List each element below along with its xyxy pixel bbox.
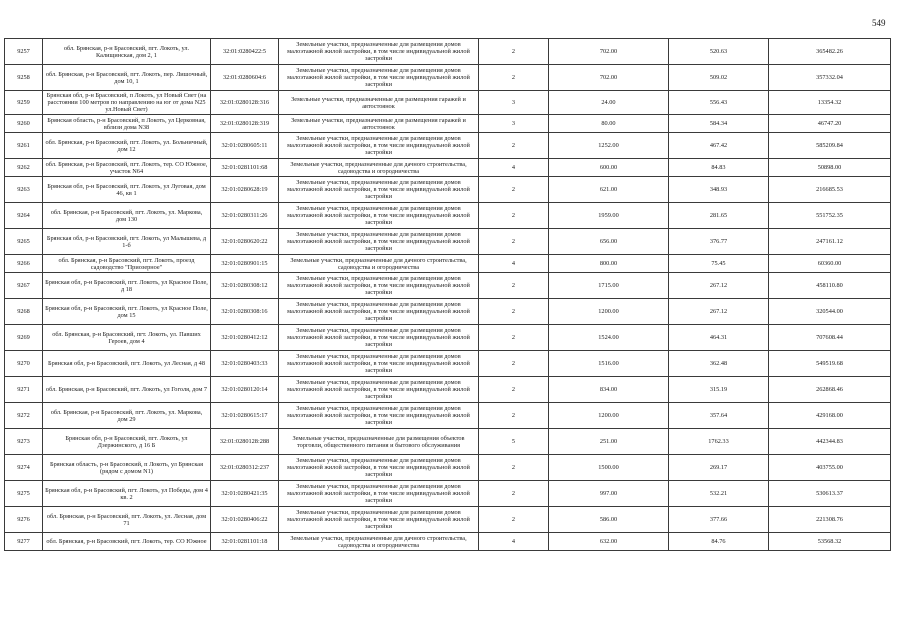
row-number-cell: 9271 bbox=[5, 377, 43, 403]
cadastral-number-cell: 32:01:0280605:11 bbox=[211, 133, 279, 159]
address-cell: обл. Брянская, р-н Брасовский, пгт. Локоть, ул. Павших Героев, дом 4 bbox=[43, 325, 211, 351]
cadastral-number-cell: 32:01:0280901:15 bbox=[211, 255, 279, 273]
area-cell: 1200.00 bbox=[549, 299, 669, 325]
cadastral-number-cell: 32:01:0280421:35 bbox=[211, 481, 279, 507]
specific-value-cell: 467.42 bbox=[669, 133, 769, 159]
table-row bbox=[5, 65, 891, 91]
group-cell: 4 bbox=[479, 533, 549, 551]
land-use-cell: Земельные участки, предназначенные для дачного строительства, садоводства и огородничества bbox=[279, 255, 479, 273]
row-number-cell: 9258 bbox=[5, 65, 43, 91]
cadastral-number-cell: 32:01:0280406:22 bbox=[211, 507, 279, 533]
specific-value-cell: 315.19 bbox=[669, 377, 769, 403]
row-number-cell: 9262 bbox=[5, 159, 43, 177]
group-cell: 2 bbox=[479, 351, 549, 377]
group-cell: 2 bbox=[479, 133, 549, 159]
land-use-cell: Земельные участки, предназначенные для размещения домов малоэтажной жилой застройки, в том числе индивидуальной жилой застройки bbox=[279, 455, 479, 481]
cadastral-number-cell: 32:01:0280422:5 bbox=[211, 39, 279, 65]
area-cell: 1500.00 bbox=[549, 455, 669, 481]
table-row bbox=[5, 455, 891, 481]
cadastral-value-cell: 50898.00 bbox=[769, 159, 891, 177]
cadastral-value-cell: 53568.32 bbox=[769, 533, 891, 551]
land-use-cell: Земельные участки, предназначенные для размещения домов малоэтажной жилой застройки, в том числе индивидуальной жилой застройки bbox=[279, 177, 479, 203]
cadastral-number-cell: 32:01:0280120:14 bbox=[211, 377, 279, 403]
area-cell: 656.00 bbox=[549, 229, 669, 255]
row-number-cell: 9269 bbox=[5, 325, 43, 351]
table-row bbox=[5, 377, 891, 403]
table-row bbox=[5, 39, 891, 65]
row-number-cell: 9277 bbox=[5, 533, 43, 551]
cadastral-number-cell: 32:01:0280412:12 bbox=[211, 325, 279, 351]
address-cell: обл. Брянская, р-н Брасовский, пгт. Локоть, ул. Больничный, дом 12 bbox=[43, 133, 211, 159]
row-number-cell: 9273 bbox=[5, 429, 43, 455]
cadastral-value-cell: 458110.80 bbox=[769, 273, 891, 299]
cadastral-value-cell: 221308.76 bbox=[769, 507, 891, 533]
specific-value-cell: 84.83 bbox=[669, 159, 769, 177]
area-cell: 1252.00 bbox=[549, 133, 669, 159]
row-number-cell: 9261 bbox=[5, 133, 43, 159]
cadastral-value-cell: 365482.26 bbox=[769, 39, 891, 65]
table-row bbox=[5, 91, 891, 115]
address-cell: Брянская обл, р-н Брасовский, пгт. Локоть, ул Красное Поле, дом 15 bbox=[43, 299, 211, 325]
group-cell: 2 bbox=[479, 507, 549, 533]
table-row bbox=[5, 133, 891, 159]
group-cell: 2 bbox=[479, 455, 549, 481]
specific-value-cell: 281.65 bbox=[669, 203, 769, 229]
cadastral-number-cell: 32:01:0280128:288 bbox=[211, 429, 279, 455]
row-number-cell: 9263 bbox=[5, 177, 43, 203]
address-cell: обл. Брянская, р-н Брасовский, пгт. Локоть, пер. Лишочный, дом 10, 1 bbox=[43, 65, 211, 91]
cadastral-value-cell: 262868.46 bbox=[769, 377, 891, 403]
cadastral-number-cell: 32:01:0280620:22 bbox=[211, 229, 279, 255]
group-cell: 2 bbox=[479, 325, 549, 351]
specific-value-cell: 357.64 bbox=[669, 403, 769, 429]
area-cell: 24.00 bbox=[549, 91, 669, 115]
specific-value-cell: 267.12 bbox=[669, 299, 769, 325]
cadastral-number-cell: 32:01:0280128:319 bbox=[211, 115, 279, 133]
land-use-cell: Земельные участки, предназначенные для размещения домов малоэтажной жилой застройки, в том числе индивидуальной жилой застройки bbox=[279, 481, 479, 507]
group-cell: 3 bbox=[479, 91, 549, 115]
address-cell: Брянская обл, р-н Брасовский, пгт. Локоть, ул Дзержинского, д 16 Б bbox=[43, 429, 211, 455]
row-number-cell: 9276 bbox=[5, 507, 43, 533]
specific-value-cell: 269.17 bbox=[669, 455, 769, 481]
group-cell: 2 bbox=[479, 39, 549, 65]
row-number-cell: 9260 bbox=[5, 115, 43, 133]
area-cell: 586.00 bbox=[549, 507, 669, 533]
address-cell: Брянская обл, р-н Брасовский, пгт. Локоть, ул Малышева, д 1-б bbox=[43, 229, 211, 255]
area-cell: 600.00 bbox=[549, 159, 669, 177]
land-use-cell: Земельные участки, предназначенные для размещения домов малоэтажной жилой застройки, в том числе индивидуальной жилой застройки bbox=[279, 299, 479, 325]
cadastral-value-cell: 549519.68 bbox=[769, 351, 891, 377]
table-row bbox=[5, 481, 891, 507]
cadastral-number-cell: 32:01:0280308:12 bbox=[211, 273, 279, 299]
area-cell: 1959.00 bbox=[549, 203, 669, 229]
address-cell: Брянская обл, р-н Брасовский, пгт. Локоть, ул Красное Поле, д 18 bbox=[43, 273, 211, 299]
group-cell: 2 bbox=[479, 203, 549, 229]
address-cell: Брянская область, р-н Брасовский, п Локоть, ул Церковная, вблизи дома N38 bbox=[43, 115, 211, 133]
group-cell: 3 bbox=[479, 115, 549, 133]
address-cell: обл. Брянская, р-н Брасовский, пгт. Локоть, ул. Калищинская, дом 2, 1 bbox=[43, 39, 211, 65]
row-number-cell: 9267 bbox=[5, 273, 43, 299]
cadastral-number-cell: 32:01:0280604:6 bbox=[211, 65, 279, 91]
land-use-cell: Земельные участки, предназначенные для размещения домов малоэтажной жилой застройки, в том числе индивидуальной жилой застройки bbox=[279, 377, 479, 403]
area-cell: 632.00 bbox=[549, 533, 669, 551]
area-cell: 997.00 bbox=[549, 481, 669, 507]
address-cell: обл. Брянская, р-н Брасовский, пгт. Локоть, ул. Маркова, дом 130 bbox=[43, 203, 211, 229]
cadastral-value-cell: 707608.44 bbox=[769, 325, 891, 351]
specific-value-cell: 532.21 bbox=[669, 481, 769, 507]
land-use-cell: Земельные участки, предназначенные для размещения домов малоэтажной жилой застройки, в том числе индивидуальной жилой застройки bbox=[279, 403, 479, 429]
table-row bbox=[5, 229, 891, 255]
table-row bbox=[5, 533, 891, 551]
land-use-cell: Земельные участки, предназначенные для размещения домов малоэтажной жилой застройки, в том числе индивидуальной жилой застройки bbox=[279, 351, 479, 377]
land-use-cell: Земельные участки, предназначенные для размещения домов малоэтажной жилой застройки, в том числе индивидуальной жилой застройки bbox=[279, 39, 479, 65]
specific-value-cell: 75.45 bbox=[669, 255, 769, 273]
land-use-cell: Земельные участки, предназначенные для размещения гаражей и автостоянок bbox=[279, 115, 479, 133]
specific-value-cell: 556.43 bbox=[669, 91, 769, 115]
table-row bbox=[5, 273, 891, 299]
specific-value-cell: 84.76 bbox=[669, 533, 769, 551]
row-number-cell: 9264 bbox=[5, 203, 43, 229]
row-number-cell: 9270 bbox=[5, 351, 43, 377]
area-cell: 702.00 bbox=[549, 39, 669, 65]
group-cell: 2 bbox=[479, 403, 549, 429]
area-cell: 1715.00 bbox=[549, 273, 669, 299]
group-cell: 2 bbox=[479, 299, 549, 325]
cadastral-number-cell: 32:01:0280615:17 bbox=[211, 403, 279, 429]
cadastral-number-cell: 32:01:0280311:26 bbox=[211, 203, 279, 229]
address-cell: обл. Брянская, р-н Брасовский, пгт. Локоть, ул. Лесная, дом 71 bbox=[43, 507, 211, 533]
land-use-cell: Земельные участки, предназначенные для размещения гаражей и автостоянок bbox=[279, 91, 479, 115]
address-cell: Брянская обл, р-н Брасовский, пгт. Локоть, ул Луговая, дом 46, кв 1 bbox=[43, 177, 211, 203]
table-row bbox=[5, 429, 891, 455]
area-cell: 80.00 bbox=[549, 115, 669, 133]
specific-value-cell: 464.31 bbox=[669, 325, 769, 351]
address-cell: Брянская область, р-н Брасовский, п Локоть, ул Брянская (рядом с домом N1) bbox=[43, 455, 211, 481]
address-cell: обл. Брянская, р-н Брасовский, пгт. Локоть, ул. Маркова, дом 29 bbox=[43, 403, 211, 429]
specific-value-cell: 520.63 bbox=[669, 39, 769, 65]
land-use-cell: Земельные участки, предназначенные для дачного строительства, садоводства и огородничества bbox=[279, 533, 479, 551]
cadastral-value-cell: 60360.00 bbox=[769, 255, 891, 273]
area-cell: 1524.00 bbox=[549, 325, 669, 351]
row-number-cell: 9272 bbox=[5, 403, 43, 429]
page-number: 549 bbox=[872, 18, 886, 28]
specific-value-cell: 377.66 bbox=[669, 507, 769, 533]
address-cell: Брянская обл, р-н Брасовский, пгт. Локоть, ул Лесная, д 48 bbox=[43, 351, 211, 377]
land-use-cell: Земельные участки, предназначенные для размещения домов малоэтажной жилой застройки, в том числе индивидуальной жилой застройки bbox=[279, 65, 479, 91]
cadastral-number-cell: 32:01:0281101:18 bbox=[211, 533, 279, 551]
address-cell: обл. Брянская, р-н Брасовский, пгт. Локоть, тер. СО Южное bbox=[43, 533, 211, 551]
area-cell: 702.00 bbox=[549, 65, 669, 91]
cadastral-value-cell: 585209.84 bbox=[769, 133, 891, 159]
table-row bbox=[5, 299, 891, 325]
cadastral-value-cell: 442344.83 bbox=[769, 429, 891, 455]
cadastral-number-cell: 32:01:0280403:33 bbox=[211, 351, 279, 377]
land-use-cell: Земельные участки, предназначенные для размещения домов малоэтажной жилой застройки, в том числе индивидуальной жилой застройки bbox=[279, 203, 479, 229]
row-number-cell: 9275 bbox=[5, 481, 43, 507]
table-row bbox=[5, 507, 891, 533]
row-number-cell: 9266 bbox=[5, 255, 43, 273]
land-use-cell: Земельные участки, предназначенные для размещения объектов торговли, общественного питания и бытового обслуживания bbox=[279, 429, 479, 455]
group-cell: 4 bbox=[479, 159, 549, 177]
table-row bbox=[5, 115, 891, 133]
land-use-cell: Земельные участки, предназначенные для размещения домов малоэтажной жилой застройки, в том числе индивидуальной жилой застройки bbox=[279, 507, 479, 533]
row-number-cell: 9257 bbox=[5, 39, 43, 65]
table-body bbox=[5, 39, 891, 551]
row-number-cell: 9268 bbox=[5, 299, 43, 325]
group-cell: 2 bbox=[479, 229, 549, 255]
cadastral-value-cell: 216685.53 bbox=[769, 177, 891, 203]
area-cell: 1516.00 bbox=[549, 351, 669, 377]
specific-value-cell: 362.48 bbox=[669, 351, 769, 377]
cadastral-value-cell: 530613.37 bbox=[769, 481, 891, 507]
area-cell: 800.00 bbox=[549, 255, 669, 273]
specific-value-cell: 1762.33 bbox=[669, 429, 769, 455]
cadastral-number-cell: 32:01:0281101:68 bbox=[211, 159, 279, 177]
cadastral-number-cell: 32:01:0280312:237 bbox=[211, 455, 279, 481]
specific-value-cell: 376.77 bbox=[669, 229, 769, 255]
specific-value-cell: 509.02 bbox=[669, 65, 769, 91]
cadastral-value-cell: 46747.20 bbox=[769, 115, 891, 133]
address-cell: обл. Брянская, р-н Брасовский, пгт. Локоть, проезд садоводство "Приозерное" bbox=[43, 255, 211, 273]
group-cell: 5 bbox=[479, 429, 549, 455]
cadastral-value-cell: 429168.00 bbox=[769, 403, 891, 429]
cadastral-number-cell: 32:01:0280628:19 bbox=[211, 177, 279, 203]
address-cell: обл. Брянская, р-н Брасовский, пгт. Локоть, ул Гоголя, дом 7 bbox=[43, 377, 211, 403]
table-row bbox=[5, 203, 891, 229]
cadastral-value-table bbox=[4, 38, 891, 551]
land-use-cell: Земельные участки, предназначенные для дачного строительства, садоводства и огородничества bbox=[279, 159, 479, 177]
group-cell: 2 bbox=[479, 377, 549, 403]
land-use-cell: Земельные участки, предназначенные для размещения домов малоэтажной жилой застройки, в том числе индивидуальной жилой застройки bbox=[279, 133, 479, 159]
table-row bbox=[5, 325, 891, 351]
specific-value-cell: 348.93 bbox=[669, 177, 769, 203]
specific-value-cell: 267.12 bbox=[669, 273, 769, 299]
cadastral-value-cell: 357332.04 bbox=[769, 65, 891, 91]
group-cell: 4 bbox=[479, 255, 549, 273]
group-cell: 2 bbox=[479, 177, 549, 203]
area-cell: 1200.00 bbox=[549, 403, 669, 429]
row-number-cell: 9259 bbox=[5, 91, 43, 115]
specific-value-cell: 584.34 bbox=[669, 115, 769, 133]
land-use-cell: Земельные участки, предназначенные для размещения домов малоэтажной жилой застройки, в том числе индивидуальной жилой застройки bbox=[279, 273, 479, 299]
address-cell: Брянская обл, р-н Брасовский, п Локоть, ул Новый Свет (на расстоянии 100 метров по направлению на юг от дома N25 ул.Новый Свет) bbox=[43, 91, 211, 115]
table-row bbox=[5, 255, 891, 273]
land-use-cell: Земельные участки, предназначенные для размещения домов малоэтажной жилой застройки, в том числе индивидуальной жилой застройки bbox=[279, 325, 479, 351]
area-cell: 834.00 bbox=[549, 377, 669, 403]
cadastral-number-cell: 32:01:0280128:316 bbox=[211, 91, 279, 115]
address-cell: обл. Брянская, р-н Брасовский, пгт. Локоть, тер. СО Южное, участок N64 bbox=[43, 159, 211, 177]
group-cell: 2 bbox=[479, 65, 549, 91]
table-row bbox=[5, 159, 891, 177]
area-cell: 621.00 bbox=[549, 177, 669, 203]
cadastral-value-cell: 551752.35 bbox=[769, 203, 891, 229]
cadastral-value-cell: 13354.32 bbox=[769, 91, 891, 115]
cadastral-value-cell: 247161.12 bbox=[769, 229, 891, 255]
group-cell: 2 bbox=[479, 273, 549, 299]
land-use-cell: Земельные участки, предназначенные для размещения домов малоэтажной жилой застройки, в том числе индивидуальной жилой застройки bbox=[279, 229, 479, 255]
table-row bbox=[5, 403, 891, 429]
address-cell: Брянская обл, р-н Брасовский, пгт. Локоть, ул Победы, дом 4 кв. 2 bbox=[43, 481, 211, 507]
cadastral-value-cell: 403755.00 bbox=[769, 455, 891, 481]
table-row bbox=[5, 177, 891, 203]
area-cell: 251.00 bbox=[549, 429, 669, 455]
row-number-cell: 9265 bbox=[5, 229, 43, 255]
row-number-cell: 9274 bbox=[5, 455, 43, 481]
table-row bbox=[5, 351, 891, 377]
group-cell: 2 bbox=[479, 481, 549, 507]
cadastral-value-cell: 320544.00 bbox=[769, 299, 891, 325]
cadastral-number-cell: 32:01:0280308:16 bbox=[211, 299, 279, 325]
